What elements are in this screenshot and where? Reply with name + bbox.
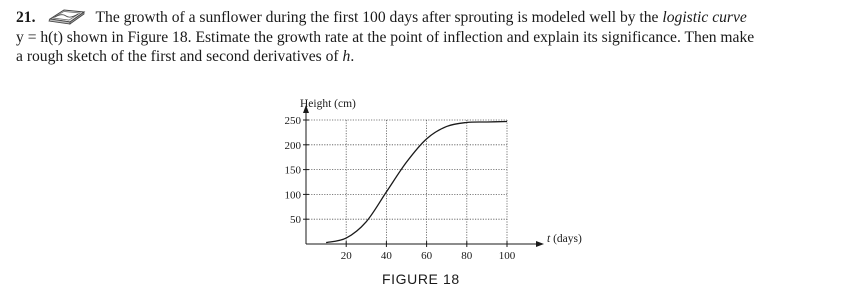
- y-tick-label-1: 50: [290, 214, 301, 227]
- x-axis-arrow: [536, 241, 544, 247]
- problem-text-line-1: The growth of a sunflower during the first 100 days after sprouting is modeled well by the: [95, 9, 663, 26]
- x-tick-label-2: 40: [380, 250, 392, 262]
- problem-period: .: [350, 48, 355, 65]
- x-tick-label-5: 100: [498, 250, 516, 262]
- x-axis-label: t (days): [547, 233, 582, 245]
- figure-18: [260, 92, 600, 292]
- problem-line-3: [16, 47, 838, 67]
- logistic-curve-term: logistic curve: [662, 9, 747, 26]
- computer-graphing-icon: [44, 8, 86, 25]
- y-tick-label-5: 250: [284, 115, 301, 127]
- logistic-chart: [260, 92, 600, 272]
- y-tick-label-4: 200: [284, 139, 301, 152]
- figure-caption: FIGURE 18: [382, 271, 460, 287]
- function-name-h: h: [342, 48, 351, 65]
- logistic-curve: [326, 121, 507, 242]
- y-tick-label-2: 100: [284, 189, 301, 202]
- y-axis-label: Height (cm): [300, 98, 356, 110]
- problem-line-2: y = h(t) shown in Figure 18. Estimate the growth rate at the point of inflection and explain its significance. Then make: [16, 28, 755, 46]
- problem-text-line-3: a rough sketch of the first and second derivatives of: [16, 48, 343, 65]
- y-tick-label-3: 150: [284, 164, 301, 177]
- x-tick-label-1: 20: [340, 250, 352, 262]
- x-tick-label-3: 60: [421, 250, 433, 262]
- x-tick-label-4: 80: [461, 250, 473, 262]
- problem-number: 21.: [16, 9, 36, 26]
- problem-line-1: [16, 8, 838, 28]
- problem-statement: [16, 8, 838, 67]
